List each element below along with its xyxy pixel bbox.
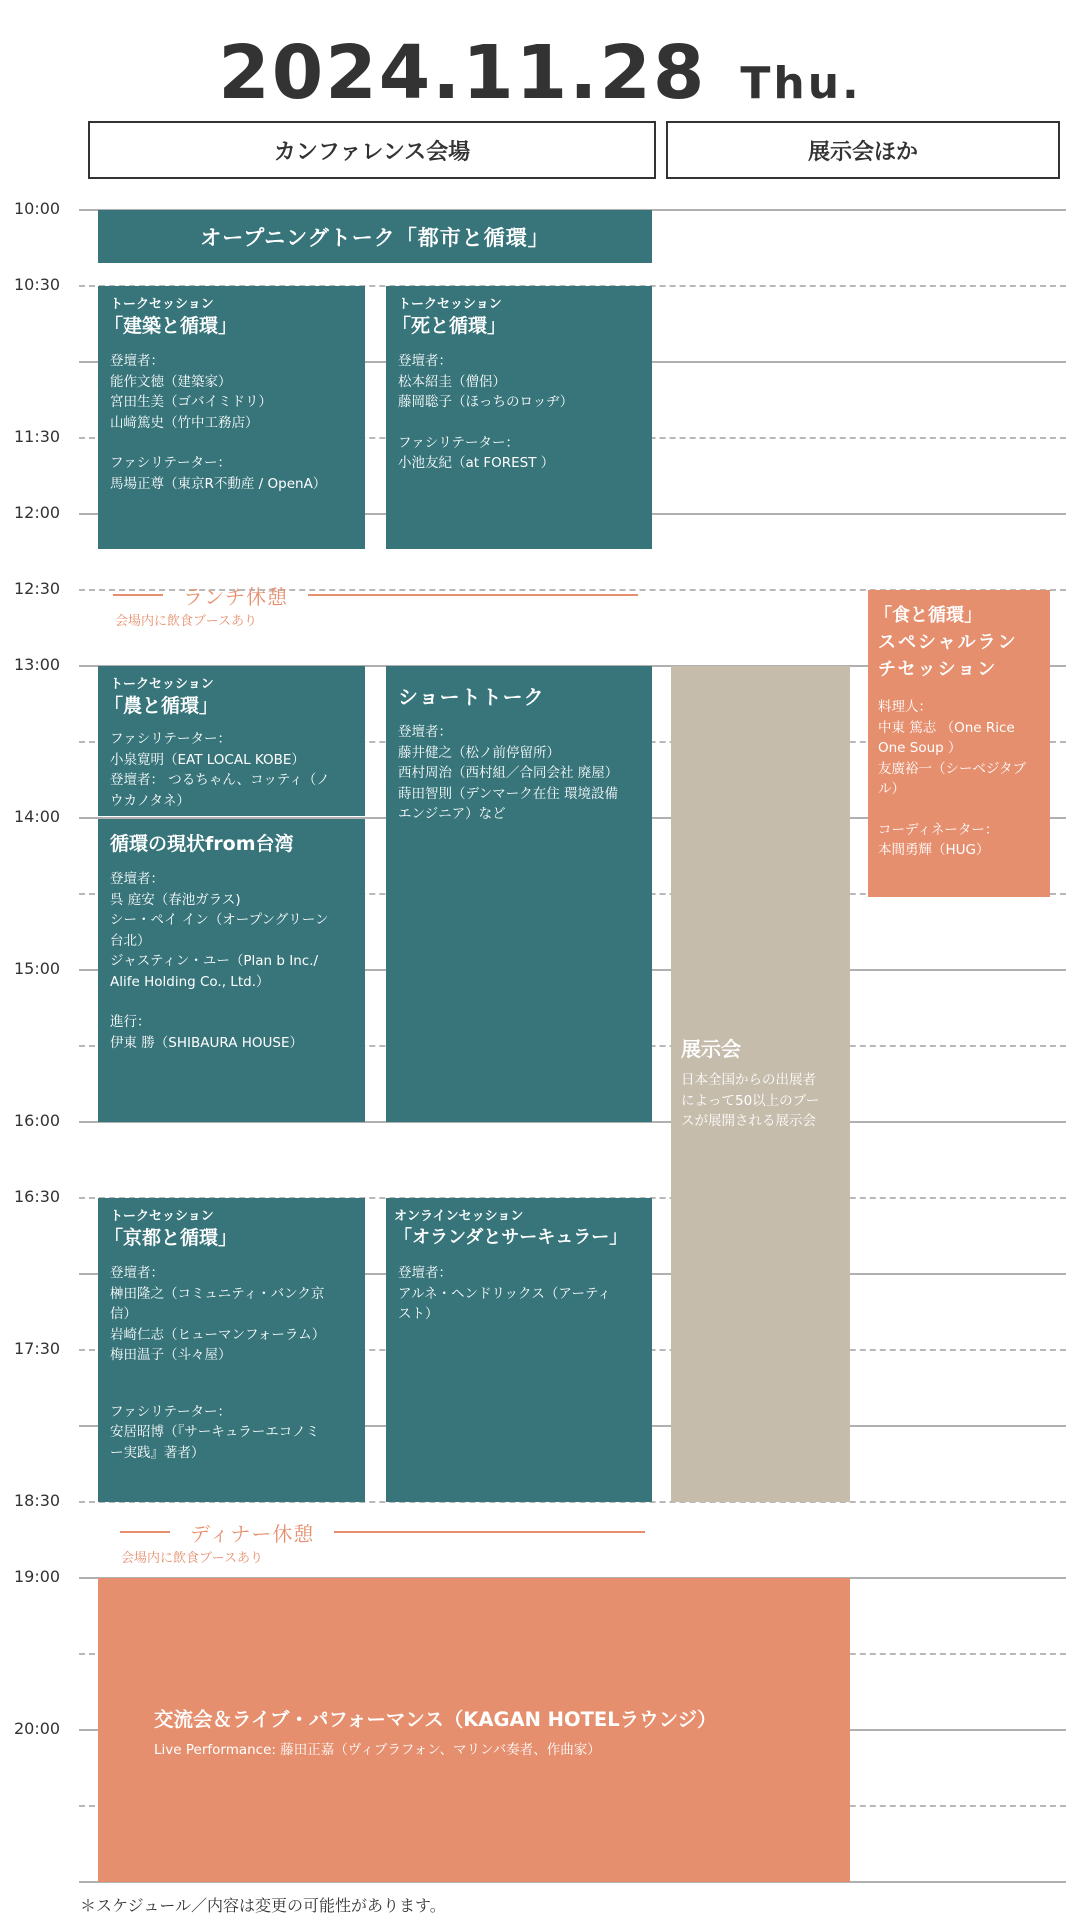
exhibition-title: 展示会 [681, 1037, 741, 1061]
session-line: 安居昭博（『サーキュラーエコノミ [110, 1424, 320, 1440]
session-architecture[interactable] [98, 286, 365, 549]
session-taiwan[interactable] [98, 819, 365, 1122]
session-line: 料理人： [878, 699, 932, 715]
weekday-text: Thu. [740, 58, 862, 109]
session-line: ー実践』著者） [110, 1444, 205, 1461]
session-line: 宮田生美（ゴバイミドリ） [110, 394, 272, 410]
session-kicker: トークセッション [398, 297, 502, 312]
time-label: 11:30 [14, 427, 61, 446]
session-title: 「京都と循環」 [104, 1227, 238, 1249]
session-line: 進行： [110, 1014, 151, 1030]
venue-header-conference: カンファレンス会場 [88, 121, 656, 179]
lunch-break-note: 会場内に飲食ブースあり [115, 614, 257, 629]
session-line: 登壇者： [110, 353, 164, 369]
session-line: 西村周治（西村組／合同会社 廃屋） [398, 765, 619, 781]
session-line: 登壇者： [398, 1265, 452, 1281]
session-line: 信） [110, 1306, 137, 1322]
time-label: 16:00 [14, 1111, 61, 1130]
exhibition-line: スが展開される展示会 [681, 1113, 816, 1129]
time-label: 20:00 [14, 1719, 61, 1738]
session-line: One Soup ） [878, 740, 962, 756]
venue-header-exhibition: 展示会ほか [666, 121, 1060, 179]
break-line-left [113, 594, 163, 596]
session-line: 藤岡聡子（ほっちのロッヂ） [398, 394, 574, 410]
session-short-talk[interactable] [386, 666, 652, 1122]
opening-talk-title: オープニングトーク「都市と循環」 [200, 225, 550, 250]
networking-subtitle: Live Performance: 藤田正嘉（ヴィブラフォン、マリンバ奏者、作曲家） [154, 1742, 601, 1758]
session-agriculture[interactable] [98, 666, 365, 816]
time-label: 15:00 [14, 959, 61, 978]
time-label: 19:00 [14, 1567, 61, 1586]
session-title: 「オランダとサーキュラー」 [394, 1227, 628, 1248]
networking-block[interactable] [98, 1578, 850, 1882]
dinner-break-label: ディナー休憩 [190, 1521, 315, 1546]
session-line: 登壇者： [110, 871, 164, 887]
session-line: 山﨑篤史（竹中工務店） [110, 414, 259, 431]
exhibition-block[interactable] [671, 666, 850, 1502]
session-line: 梅田温子（斗々屋） [110, 1347, 232, 1363]
time-label: 16:30 [14, 1187, 61, 1206]
time-label: 18:30 [14, 1491, 61, 1510]
session-kicker: トークセッション [110, 297, 214, 312]
session-line: 岩崎仁志（ヒューマンフォーラム） [110, 1326, 326, 1343]
session-line: 中東 篤志 （One Rice [878, 719, 1015, 736]
break-line-right [308, 594, 638, 596]
session-line: 小泉寛明（EAT LOCAL KOBE） [110, 751, 305, 768]
session-line: 馬場正尊（東京R不動産 / OpenA） [110, 475, 327, 492]
event-date-heading [0, 30, 1080, 120]
session-line: Alife Holding Co., Ltd.） [110, 973, 270, 990]
session-title: ショートトーク [398, 685, 545, 709]
session-title-line: チセッション [878, 659, 998, 680]
session-food-lunch[interactable] [868, 590, 1050, 897]
session-title: 「農と循環」 [104, 695, 219, 717]
lunch-break-label: ランチ休憩 [183, 584, 288, 609]
networking-title: 交流会＆ライブ・パフォーマンス（KAGAN HOTELラウンジ） [154, 1708, 717, 1731]
opening-talk-block[interactable] [98, 210, 652, 263]
session-line: 友廣裕一（シーベジタブ [878, 760, 1026, 777]
session-line: 蒔田智則（デンマーク在住 環境設備 [398, 785, 619, 802]
time-label: 12:00 [14, 503, 61, 522]
session-title-line: スペシャルラン [878, 632, 1018, 653]
session-title: 循環の現状from台湾 [110, 833, 294, 855]
session-line: ファシリテーター： [398, 434, 519, 451]
session-line: 藤井健之（松ノ前停留所） [398, 744, 560, 761]
session-title: 「建築と循環」 [104, 315, 238, 337]
session-kyoto[interactable] [98, 1198, 365, 1502]
session-line: 小池友紀（at FOREST ） [398, 455, 555, 471]
dinner-break-row [120, 1517, 645, 1547]
session-line: アルネ・ヘンドリックス（アーティ [398, 1285, 611, 1302]
session-line: 登壇者： つるちゃん、コッティ（ノ [110, 772, 330, 788]
dinner-break-note: 会場内に飲食ブースあり [121, 1551, 263, 1566]
session-line: 本間勇輝（HUG） [878, 842, 990, 858]
session-line: ファシリテーター： [110, 1403, 231, 1420]
time-label: 10:30 [14, 275, 61, 294]
time-label: 17:30 [14, 1339, 61, 1358]
session-line: 登壇者： [110, 1265, 164, 1281]
date-text: 2024.11.28 [218, 30, 707, 116]
footer-note: ＊スケジュール／内容は変更の可能性があります。 [80, 1896, 446, 1915]
session-line: スト） [398, 1306, 439, 1322]
break-line-left [120, 1531, 170, 1533]
exhibition-description [681, 1070, 842, 1132]
exhibition-line: 日本全国からの出展者 [681, 1072, 816, 1088]
session-line: 登壇者： [398, 724, 452, 740]
session-kicker: トークセッション [110, 1209, 214, 1224]
session-line: ル） [878, 781, 905, 797]
lunch-break-row [113, 580, 638, 610]
session-line: ジャスティン・ユー（Plan b Inc./ [110, 953, 319, 969]
time-label: 13:00 [14, 655, 61, 674]
session-line: 台北） [110, 932, 151, 949]
session-line: 登壇者： [398, 353, 452, 369]
session-kicker: オンラインセッション [394, 1209, 524, 1224]
session-line: エンジニア）など [398, 806, 506, 822]
session-kicker: トークセッション [110, 677, 214, 692]
break-line-right [334, 1531, 645, 1533]
time-label: 14:00 [14, 807, 61, 826]
session-line: 呉 庭安（春池ガラス) [110, 891, 241, 908]
session-title-line: 「食と循環」 [874, 605, 982, 626]
session-netherlands[interactable] [386, 1198, 652, 1502]
session-title: 「死と循環」 [392, 315, 507, 337]
time-label: 12:30 [14, 579, 61, 598]
session-line: 榊田隆之（コミュニティ・バンク京 [110, 1285, 325, 1302]
session-line: シー・ペイ イン（オープングリーン [110, 912, 329, 928]
time-label: 10:00 [14, 199, 61, 218]
session-line: 能作文徳（建築家） [110, 373, 232, 390]
session-line: 松本紹圭（僧侶） [398, 373, 506, 390]
session-line: ウカノタネ） [110, 792, 191, 809]
session-line: ファシリテーター： [110, 455, 231, 471]
session-line: ファシリテーター： [110, 731, 231, 747]
exhibition-line: によって50以上のブー [681, 1092, 820, 1109]
session-death[interactable] [386, 286, 652, 549]
session-line: コーディネーター： [878, 821, 999, 838]
session-line: 伊東 勝（SHIBAURA HOUSE） [110, 1034, 303, 1051]
